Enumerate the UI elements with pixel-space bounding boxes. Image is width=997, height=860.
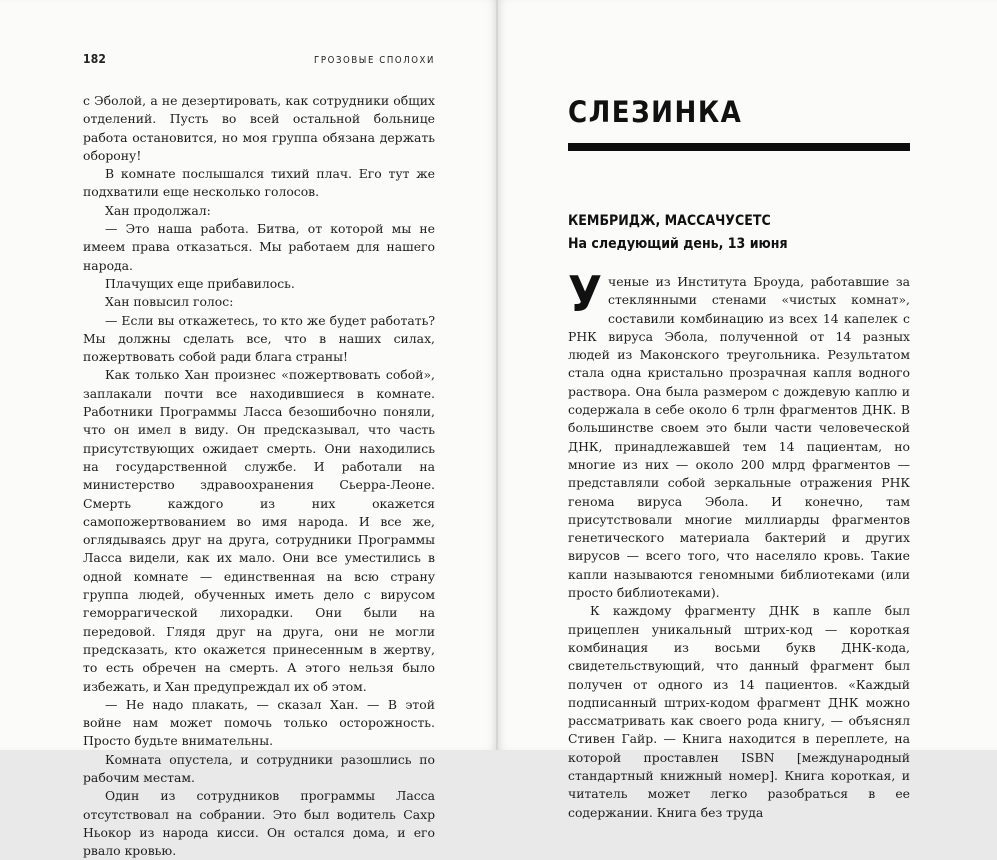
left-page	[0, 0, 496, 859]
chapter-rule	[568, 143, 910, 151]
paragraph: с Эболой, а не дезертировать, как сотрудники общих отделений. Пусть во всей остальной больнице работа остановится, но моя группа обязана держать оборону!	[83, 93, 435, 163]
page-number: 182	[83, 52, 107, 66]
paragraph: Комната опустела, и сотрудники разошлись по рабочим местам.	[83, 751, 435, 785]
running-head: ГРОЗОВЫЕ СПОЛОХИ	[314, 55, 435, 66]
page-header	[83, 52, 435, 66]
paragraph: — Это наша работа. Битва, от которой мы не имеем права отказаться. Мы работаем для нашего народа.	[83, 221, 435, 273]
paragraph: Как только Хан произнес «пожертвовать собой», заплакали почти все находившиеся в комнате. Работники Программы Ласса безошибочно поняли, что он имел в виду. Он предсказывал, что часть присутствующих ожидает смерть. Они находились на государственной службе. И работали на министерство здравоохранения Сьерра-Леоне. Смерть каждого из них окажется самопожертвованием во имя народа. И все же, оглядываясь друг на друга, сотрудники Программы Ласса видели, как их мало. Они все уместились в одной комнате — единственная на всю страну группа людей, обученных иметь дело с вирусом геморрагической лихорадки. Они были на передовой. Глядя друг на друга, они не могли предсказать, кто окажется принесенным в жертву, то есть обречен на смерть. А этого нельзя было избежать, и Хан предупреждал их об этом.	[83, 367, 435, 694]
paragraph: — Не надо плакать, — сказал Хан. — В этой войне нам может помочь только осторожность. Просто будьте внимательны.	[83, 696, 435, 749]
paragraph	[568, 266, 910, 602]
location-heading: КЕМБРИДЖ, МАССАЧУСЕТС	[568, 213, 771, 229]
paragraph: Один из сотрудников программы Ласса отсутствовал на собрании. Это был водитель Сахр Ньокор из народа кисси. Он остался дома, и его рвало кровью.	[83, 788, 435, 859]
paragraph: Плачущих еще прибавилось.	[105, 275, 295, 291]
paragraph: — Если вы откажетесь, то кто же будет работать? Мы должны сделать все, что в наших силах, пожертвовать собой ради блага страны!	[83, 312, 435, 365]
paragraph: К каждому фрагменту ДНК в капле был прицеплен уникальный штрих-код — короткая комбинация из восьми букв ДНК-кода, свидетельствующий, что данный фрагмент был получен от одного из 14 пациентов. «Каждый подписанный штрих-кодом фрагмент ДНК можно рассматривать как своего рода книгу, — объяснял Стивен Гайр. — Книга находится в переплете, на которой проставлен ISBN [международный стандартный книжный номер]. Книга короткая, и читатель может легко разобраться в ее содержании. Книга без труда	[568, 603, 910, 820]
chapter-title: СЛЕЗИНКА	[568, 95, 743, 129]
paragraph: В комнате послышался тихий плач. Его тут же подхватили еще несколько голосов.	[83, 166, 435, 200]
left-body-text	[83, 92, 435, 860]
paragraph: Хан продолжал:	[105, 202, 211, 218]
date-heading: На следующий день, 13 июня	[568, 236, 788, 252]
paragraph: Хан повысил голос:	[105, 294, 234, 310]
right-body-text	[568, 266, 910, 822]
paragraph-text: ченые из Института Броуда, работавшие за стеклянными стенами «чистых комнат», составили комбинацию из всех 14 капелек с РНК вируса Эбола, полученной от 14 разных людей из Маконского треугольника. Результатом стала одна кристально прозрачная капля водного раствора. Она была размером с дождевую каплю и содержала в себе около 6 трлн фрагментов ДНК. В большинстве своем это были части человеческой ДНК, принадлежавшей тем 14 пациентам, но многие из них — около 200 млрд фрагментов — представляли собой зеркальные отражения РНК генома вируса Эбола. И конечно, там присутствовали многие миллиарды фрагментов генетического материала бактерий и других вирусов — всего того, что населяло кровь. Такие капли называются геномными библиотеками (или просто библиотеками).	[568, 274, 910, 601]
drop-cap: У	[568, 266, 602, 323]
